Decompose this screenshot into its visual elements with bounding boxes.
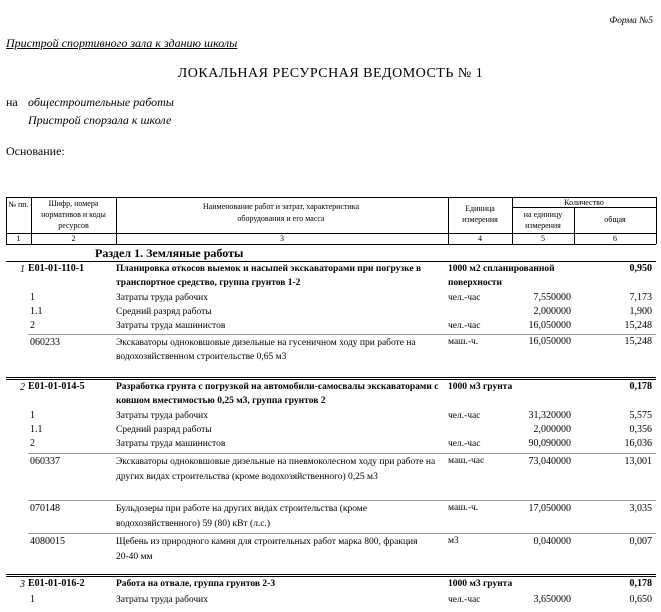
row-unit: чел.-час [448,595,481,605]
col-num: 5 [541,234,545,243]
item-name: Разработка грунта с погрузкой на автомобили-самосвалы экскаваторами с ковшом вместимостью 0,25 м3, группа грунтов 2 [116,382,439,406]
row-per-unit: 16,050000 [528,336,571,347]
row-name: Средний разряд работы [116,307,212,317]
row-per-unit: 73,040000 [528,456,571,467]
row-per-unit: 0,040000 [533,536,571,547]
row-total: 0,650 [629,594,652,605]
row-unit: маш.-ч. [448,337,479,347]
basis-label: Основание: [6,144,65,158]
row-code: 4080015 [30,536,65,547]
item-no: 2 [20,382,25,393]
row-code: 2 [30,320,35,331]
col-num: 6 [613,234,617,243]
col-name-header: Наименование работ и затрат, характеристика оборудования и его масса [202,202,360,223]
project-name: Пристрой спортивного зала к зданию школы [6,36,238,50]
row-unit: м3 [448,536,459,546]
row-total: 5,575 [629,410,652,421]
item-unit: 1000 м3 грунта [448,579,513,589]
row-name: Щебень из природного камня для строительных работ марка 800, фракция 20-40 мм [116,537,418,562]
item-unit: 1000 м3 грунта [448,382,513,392]
row-total: 16,036 [624,438,652,449]
row-unit: чел.-час [448,439,481,449]
row-total: 3,035 [629,503,652,514]
row-per-unit: 17,050000 [528,503,571,514]
col-num: 1 [16,234,21,243]
section-title: Раздел 1. Земляные работы [95,246,244,260]
row-code: 2 [30,438,35,449]
item-code: Е01-01-110-1 [28,263,85,274]
row-code: 1 [30,410,35,421]
row-per-unit: 90,090000 [528,438,571,449]
item-total: 0,950 [629,263,652,274]
row-name: Затраты труда рабочих [116,293,209,303]
item-code: Е01-01-016-2 [28,578,85,589]
row-name: Средний разряд работы [116,425,212,435]
item-no: 1 [20,264,25,275]
row-name: Затраты труда машинистов [116,321,226,331]
row-name: Затраты труда рабочих [116,595,209,605]
item-total: 0,178 [629,578,652,589]
row-name: Бульдозеры при работе на других видах строительства (кроме водохозяйственного) 59 (80) кВт (л.с.) [116,504,368,529]
row-name: Экскаваторы одноковшовые дизельные на гусеничном ходу при работе на водохозяйственном строительстве 0,65 м3 [116,338,416,362]
doc-title: ЛОКАЛЬНАЯ РЕСУРСНАЯ ВЕДОМОСТЬ № 1 [177,66,484,81]
item-code: Е01-01-014-5 [28,381,85,392]
row-per-unit: 31,320000 [528,410,571,421]
row-name: Экскаваторы одноковшовые дизельные на пневмоколесном ходу при работе на других видах строительства (кроме водохозяйственного) 0,25 м3 [116,457,436,482]
row-per-unit: 3,650000 [533,594,571,605]
row-code: 1 [30,292,35,303]
col-num: 2 [71,234,76,243]
item-total: 0,178 [629,381,652,392]
col-no-header: № пп. [8,200,29,209]
row-per-unit: 2,000000 [533,424,571,435]
row-total: 15,248 [624,320,652,331]
row-code: 1.1 [30,306,43,317]
row-code: 1 [30,594,35,605]
row-code: 060337 [30,456,60,467]
col-per-unit-header: на единицу измерения [523,210,563,230]
item-name: Планировка откосов выемок и насыпей экскаваторами при погрузке в транспортное средство, группа грунтов 1-2 [116,264,422,288]
row-total: 7,173 [629,292,652,303]
item-name: Работа на отвале, группа грунтов 2-3 [116,579,276,589]
row-code: 1.1 [30,424,43,435]
row-unit: чел.-час [448,293,481,303]
row-total: 13,001 [624,456,652,467]
col-qty-header: Количество [564,198,604,207]
item-no: 3 [20,579,25,590]
row-code: 070148 [30,503,60,514]
row-total: 15,248 [624,336,652,347]
row-unit: маш.-ч. [448,503,479,513]
row-per-unit: 16,050000 [528,320,571,331]
form-label: Форма №5 [609,16,653,26]
col-num: 4 [478,234,482,243]
row-unit: чел.-час [448,411,481,421]
row-unit: маш.-час [448,456,485,466]
work-type: общестроительные работы [28,95,174,109]
col-code-header: Шифр, номера нормативов и коды ресурсов [41,199,106,230]
col-total-header: общая [604,215,626,224]
item-unit: 1000 м2 спланированной поверхности [448,264,555,288]
row-code: 060233 [30,337,60,348]
col-unit-header: Единица измерения [462,204,498,224]
row-unit: чел.-час [448,321,481,331]
row-name: Затраты труда машинистов [116,439,226,449]
col-num: 3 [280,234,284,243]
on-label: на [6,95,18,109]
row-name: Затраты труда рабочих [116,411,209,421]
row-total: 0,007 [629,536,652,547]
row-total: 0,356 [629,424,652,435]
row-per-unit: 7,550000 [533,292,571,303]
object-name: Пристрой спорзала к школе [28,113,172,127]
row-total: 1,900 [629,306,652,317]
row-per-unit: 2,000000 [533,306,571,317]
